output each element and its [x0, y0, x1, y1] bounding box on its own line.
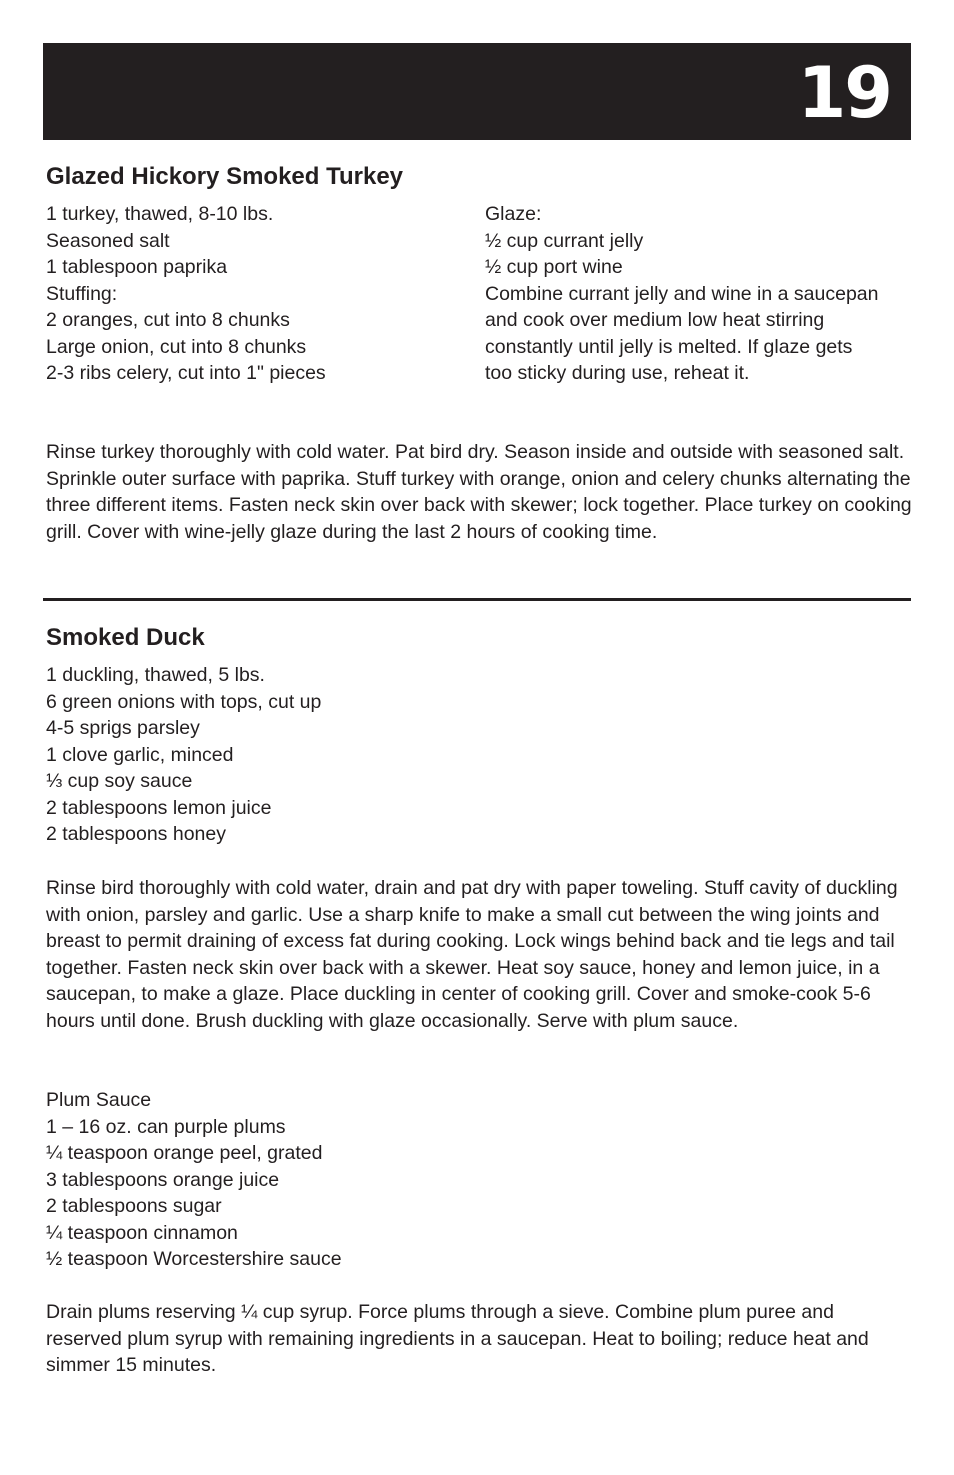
ingredient-line: 2 tablespoons lemon juice [46, 796, 272, 819]
ingredient-line: ⅓ cup soy sauce [46, 770, 193, 792]
glaze-instruction-line: and cook over medium low heat stirring [485, 309, 825, 331]
glaze-instruction-line: too sticky during use, reheat it. [485, 362, 750, 384]
ingredient-line: 1 turkey, thawed, 8-10 lbs. [46, 203, 274, 225]
plum-sauce-ingredients [46, 1087, 546, 1273]
glaze-label: Glaze: [485, 203, 542, 225]
ingredient-line: 1 clove garlic, minced [46, 743, 234, 766]
ingredient-line: 2 tablespoons honey [46, 823, 226, 845]
page-header-bar [43, 43, 911, 140]
plum-sauce-instructions: Drain plums reserving ¼ cup syrup. Force plums through a sieve. Combine plum puree and reserved plum syrup with remaining ingredients in a saucepan. Heat to boiling; reduce heat and simmer 15 minutes. [46, 1301, 869, 1376]
ingredient-line: Seasoned salt [46, 229, 170, 252]
turkey-ingredients [46, 201, 466, 387]
recipe-title-turkey: Glazed Hickory Smoked Turkey [46, 163, 404, 190]
stuffing-label: Stuffing: [46, 282, 118, 305]
turkey-glaze [485, 201, 905, 387]
ingredient-line: 6 green onions with tops, cut up [46, 690, 322, 713]
ingredient-line: 2-3 ribs celery, cut into 1" pieces [46, 362, 326, 384]
ingredient-line: 2 oranges, cut into 8 chunks [46, 309, 290, 331]
glaze-instruction-line: Combine currant jelly and wine in a saucepan [485, 282, 879, 305]
section-divider [43, 598, 911, 601]
ingredient-line: 1 duckling, thawed, 5 lbs. [46, 664, 265, 686]
duck-ingredients [46, 662, 546, 848]
plum-sauce-label: Plum Sauce [46, 1089, 152, 1111]
ingredient-line: 1 – 16 oz. can purple plums [46, 1115, 286, 1138]
ingredient-line: 1 tablespoon paprika [46, 256, 228, 278]
ingredient-line: ½ cup currant jelly [485, 229, 644, 252]
ingredient-line: Large onion, cut into 8 chunks [46, 335, 307, 358]
ingredient-line: 2 tablespoons sugar [46, 1195, 222, 1217]
ingredient-line: 4-5 sprigs parsley [46, 717, 200, 739]
duck-instructions: Rinse bird thoroughly with cold water, drain and pat dry with paper toweling. Stuff cavity of duckling with onion, parsley and garlic. Use a sharp knife to make a small cut between the wing joints and breast to permit draining of excess fat during cooking. Lock wings behind back and tie legs and tail together. Fasten neck skin over back with a skewer. Heat soy sauce, honey and lemon juice, in a saucepan, to make a glaze. Place duckling in center of cooking grill. Cover and smoke-cook 5-6 hours until done. Brush duckling with glaze occasionally. Serve with plum sauce. [46, 877, 898, 1032]
page-number: 19 [797, 52, 891, 134]
ingredient-line: ¼ teaspoon cinnamon [46, 1221, 238, 1244]
ingredient-line: ¼ teaspoon orange peel, grated [46, 1142, 323, 1164]
ingredient-line: ½ cup port wine [485, 256, 623, 278]
recipe-title-duck: Smoked Duck [46, 624, 205, 651]
turkey-instructions: Rinse turkey thoroughly with cold water. Pat bird dry. Season inside and outside with seasoned salt. Sprinkle outer surface with paprika. Stuff turkey with orange, onion and celery chunks alternating the three different items. Fasten neck skin over back with skewer; lock together. Place turkey on cooking grill. Cover with wine-jelly glaze during the last 2 hours of cooking time. [46, 441, 912, 543]
ingredient-line: 3 tablespoons orange juice [46, 1168, 280, 1191]
ingredient-line: ½ teaspoon Worcestershire sauce [46, 1248, 342, 1270]
glaze-instruction-line: constantly until jelly is melted. If glaze gets [485, 335, 853, 358]
